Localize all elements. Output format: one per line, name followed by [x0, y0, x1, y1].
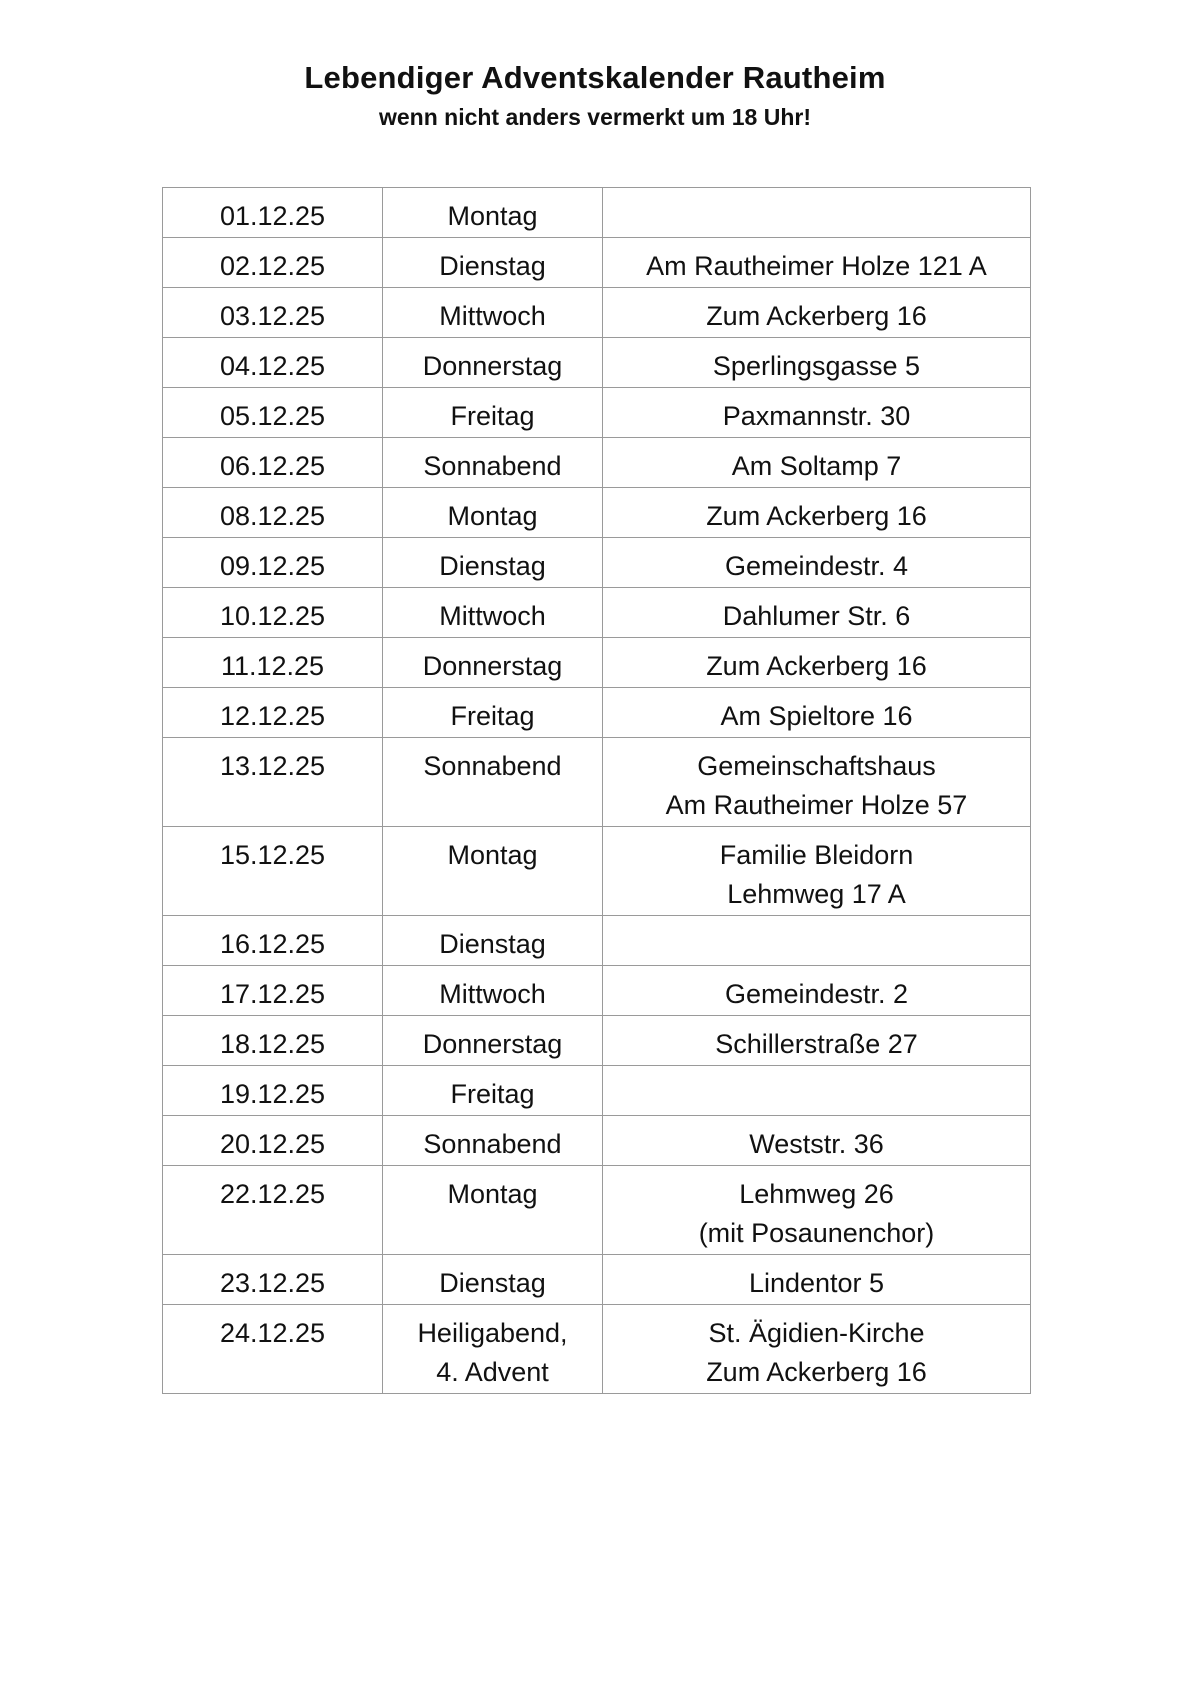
date-text: 19.12.25 — [219, 1079, 326, 1109]
location-cell — [603, 966, 1031, 1016]
location-text: Dahlumer Str. 6 — [722, 601, 911, 631]
weekday-text: Sonnabend — [423, 451, 562, 481]
date-text: 06.12.25 — [219, 451, 326, 481]
table-row — [163, 738, 1031, 827]
location-cell — [603, 1305, 1031, 1394]
date-cell — [163, 238, 383, 288]
location-cell — [603, 916, 1031, 966]
table-row — [163, 638, 1031, 688]
location-cell — [603, 1016, 1031, 1066]
date-text: 12.12.25 — [219, 701, 326, 731]
weekday-text: Dienstag — [439, 929, 546, 959]
location-cell — [603, 438, 1031, 488]
location-text: (mit Posaunenchor) — [698, 1218, 935, 1248]
weekday-text: Sonnabend — [423, 1129, 562, 1159]
location-text: Weststr. 36 — [749, 1129, 884, 1159]
weekday-cell — [383, 1116, 603, 1166]
date-text: 24.12.25 — [219, 1318, 326, 1348]
weekday-cell — [383, 238, 603, 288]
location-text: Zum Ackerberg 16 — [706, 1357, 927, 1387]
location-cell — [603, 827, 1031, 916]
date-cell — [163, 288, 383, 338]
table-row — [163, 238, 1031, 288]
location-cell — [603, 588, 1031, 638]
location-cell — [603, 1166, 1031, 1255]
location-text: St. Ägidien-Kirche — [708, 1318, 925, 1348]
location-text: Sperlingsgasse 5 — [712, 351, 921, 381]
table-row — [163, 538, 1031, 588]
table-row — [163, 1305, 1031, 1394]
date-cell — [163, 338, 383, 388]
weekday-text: Montag — [447, 501, 538, 531]
date-text: 18.12.25 — [219, 1029, 326, 1059]
weekday-cell — [383, 288, 603, 338]
location-cell — [603, 1255, 1031, 1305]
table-row — [163, 827, 1031, 916]
table-row — [163, 488, 1031, 538]
date-cell — [163, 588, 383, 638]
weekday-cell — [383, 438, 603, 488]
date-text: 11.12.25 — [220, 651, 325, 681]
table-row — [163, 688, 1031, 738]
weekday-cell — [383, 188, 603, 238]
weekday-cell — [383, 638, 603, 688]
weekday-cell — [383, 1016, 603, 1066]
date-cell — [163, 388, 383, 438]
date-text: 23.12.25 — [219, 1268, 326, 1298]
location-text: Am Rautheimer Holze 121 A — [646, 251, 987, 281]
date-cell — [163, 916, 383, 966]
weekday-text: Dienstag — [439, 1268, 546, 1298]
date-text: 20.12.25 — [219, 1129, 326, 1159]
date-cell — [163, 1166, 383, 1255]
weekday-text: Donnerstag — [422, 351, 563, 381]
weekday-text: 4. Advent — [436, 1357, 549, 1387]
weekday-text: Heiligabend, — [417, 1318, 568, 1348]
location-cell — [603, 188, 1031, 238]
location-text: Am Spieltore 16 — [720, 701, 913, 731]
weekday-cell — [383, 1066, 603, 1116]
location-cell — [603, 1116, 1031, 1166]
date-text: 15.12.25 — [219, 840, 326, 870]
table-row — [163, 288, 1031, 338]
weekday-cell — [383, 966, 603, 1016]
location-cell — [603, 338, 1031, 388]
weekday-text: Mittwoch — [439, 301, 546, 331]
table-row — [163, 188, 1031, 238]
location-text: Zum Ackerberg 16 — [706, 651, 927, 681]
weekday-cell — [383, 827, 603, 916]
page-title: Lebendiger Adventskalender Rautheim — [304, 60, 886, 95]
location-cell — [603, 688, 1031, 738]
date-text: 22.12.25 — [219, 1179, 326, 1209]
date-cell — [163, 1305, 383, 1394]
weekday-text: Freitag — [450, 701, 535, 731]
location-text: Zum Ackerberg 16 — [706, 501, 927, 531]
date-cell — [163, 738, 383, 827]
location-cell — [603, 1066, 1031, 1116]
location-text: Familie Bleidorn — [719, 840, 914, 870]
table-row — [163, 1116, 1031, 1166]
weekday-text: Montag — [447, 1179, 538, 1209]
weekday-text: Montag — [447, 201, 538, 231]
location-cell — [603, 488, 1031, 538]
date-text: 09.12.25 — [219, 551, 326, 581]
date-text: 16.12.25 — [219, 929, 326, 959]
table-row — [163, 388, 1031, 438]
date-cell — [163, 638, 383, 688]
location-text: Gemeindestr. 4 — [724, 551, 909, 581]
location-cell — [603, 738, 1031, 827]
location-text: Am Soltamp 7 — [731, 451, 902, 481]
date-text: 04.12.25 — [219, 351, 326, 381]
weekday-text: Mittwoch — [439, 601, 546, 631]
weekday-cell — [383, 1255, 603, 1305]
location-text: Schillerstraße 27 — [715, 1029, 918, 1059]
date-cell — [163, 966, 383, 1016]
weekday-cell — [383, 688, 603, 738]
location-cell — [603, 538, 1031, 588]
location-text: Zum Ackerberg 16 — [706, 301, 927, 331]
table-row — [163, 1166, 1031, 1255]
location-cell — [603, 638, 1031, 688]
weekday-text: Dienstag — [439, 251, 546, 281]
weekday-cell — [383, 388, 603, 438]
location-text: Am Rautheimer Holze 57 — [665, 790, 968, 820]
advent-schedule-table — [162, 187, 1031, 1394]
date-cell — [163, 488, 383, 538]
weekday-text: Donnerstag — [422, 651, 563, 681]
date-cell — [163, 538, 383, 588]
location-cell — [603, 288, 1031, 338]
page-subtitle: wenn nicht anders vermerkt um 18 Uhr! — [378, 104, 811, 130]
weekday-cell — [383, 1166, 603, 1255]
weekday-text: Donnerstag — [422, 1029, 563, 1059]
location-text: Gemeinschaftshaus — [697, 751, 936, 781]
table-row — [163, 1255, 1031, 1305]
table-row — [163, 1066, 1031, 1116]
weekday-text: Dienstag — [439, 551, 546, 581]
table-row — [163, 588, 1031, 638]
location-cell — [603, 238, 1031, 288]
date-cell — [163, 438, 383, 488]
date-cell — [163, 827, 383, 916]
weekday-cell — [383, 1305, 603, 1394]
schedule-body — [163, 188, 1031, 1394]
location-cell — [603, 388, 1031, 438]
date-cell — [163, 1066, 383, 1116]
date-cell — [163, 688, 383, 738]
table-row — [163, 438, 1031, 488]
weekday-cell — [383, 338, 603, 388]
table-row — [163, 1016, 1031, 1066]
location-text: Lindentor 5 — [748, 1268, 885, 1298]
date-text: 02.12.25 — [219, 251, 326, 281]
date-text: 03.12.25 — [219, 301, 326, 331]
date-cell — [163, 1255, 383, 1305]
weekday-cell — [383, 916, 603, 966]
table-row — [163, 338, 1031, 388]
date-text: 10.12.25 — [219, 601, 326, 631]
table-row — [163, 966, 1031, 1016]
weekday-text: Montag — [447, 840, 538, 870]
weekday-text: Mittwoch — [439, 979, 546, 1009]
weekday-cell — [383, 588, 603, 638]
location-text: Paxmannstr. 30 — [722, 401, 911, 431]
table-row — [163, 916, 1031, 966]
date-text: 05.12.25 — [219, 401, 326, 431]
location-text: Gemeindestr. 2 — [724, 979, 909, 1009]
weekday-cell — [383, 738, 603, 827]
date-text: 08.12.25 — [219, 501, 326, 531]
date-cell — [163, 188, 383, 238]
date-cell — [163, 1116, 383, 1166]
date-cell — [163, 1016, 383, 1066]
weekday-text: Sonnabend — [423, 751, 562, 781]
date-text: 13.12.25 — [219, 751, 326, 781]
weekday-text: Freitag — [450, 1079, 535, 1109]
date-text: 01.12.25 — [219, 201, 326, 231]
date-text: 17.12.25 — [219, 979, 326, 1009]
location-text: Lehmweg 17 A — [727, 879, 906, 909]
weekday-cell — [383, 538, 603, 588]
location-text: Lehmweg 26 — [739, 1179, 894, 1209]
weekday-cell — [383, 488, 603, 538]
weekday-text: Freitag — [450, 401, 535, 431]
